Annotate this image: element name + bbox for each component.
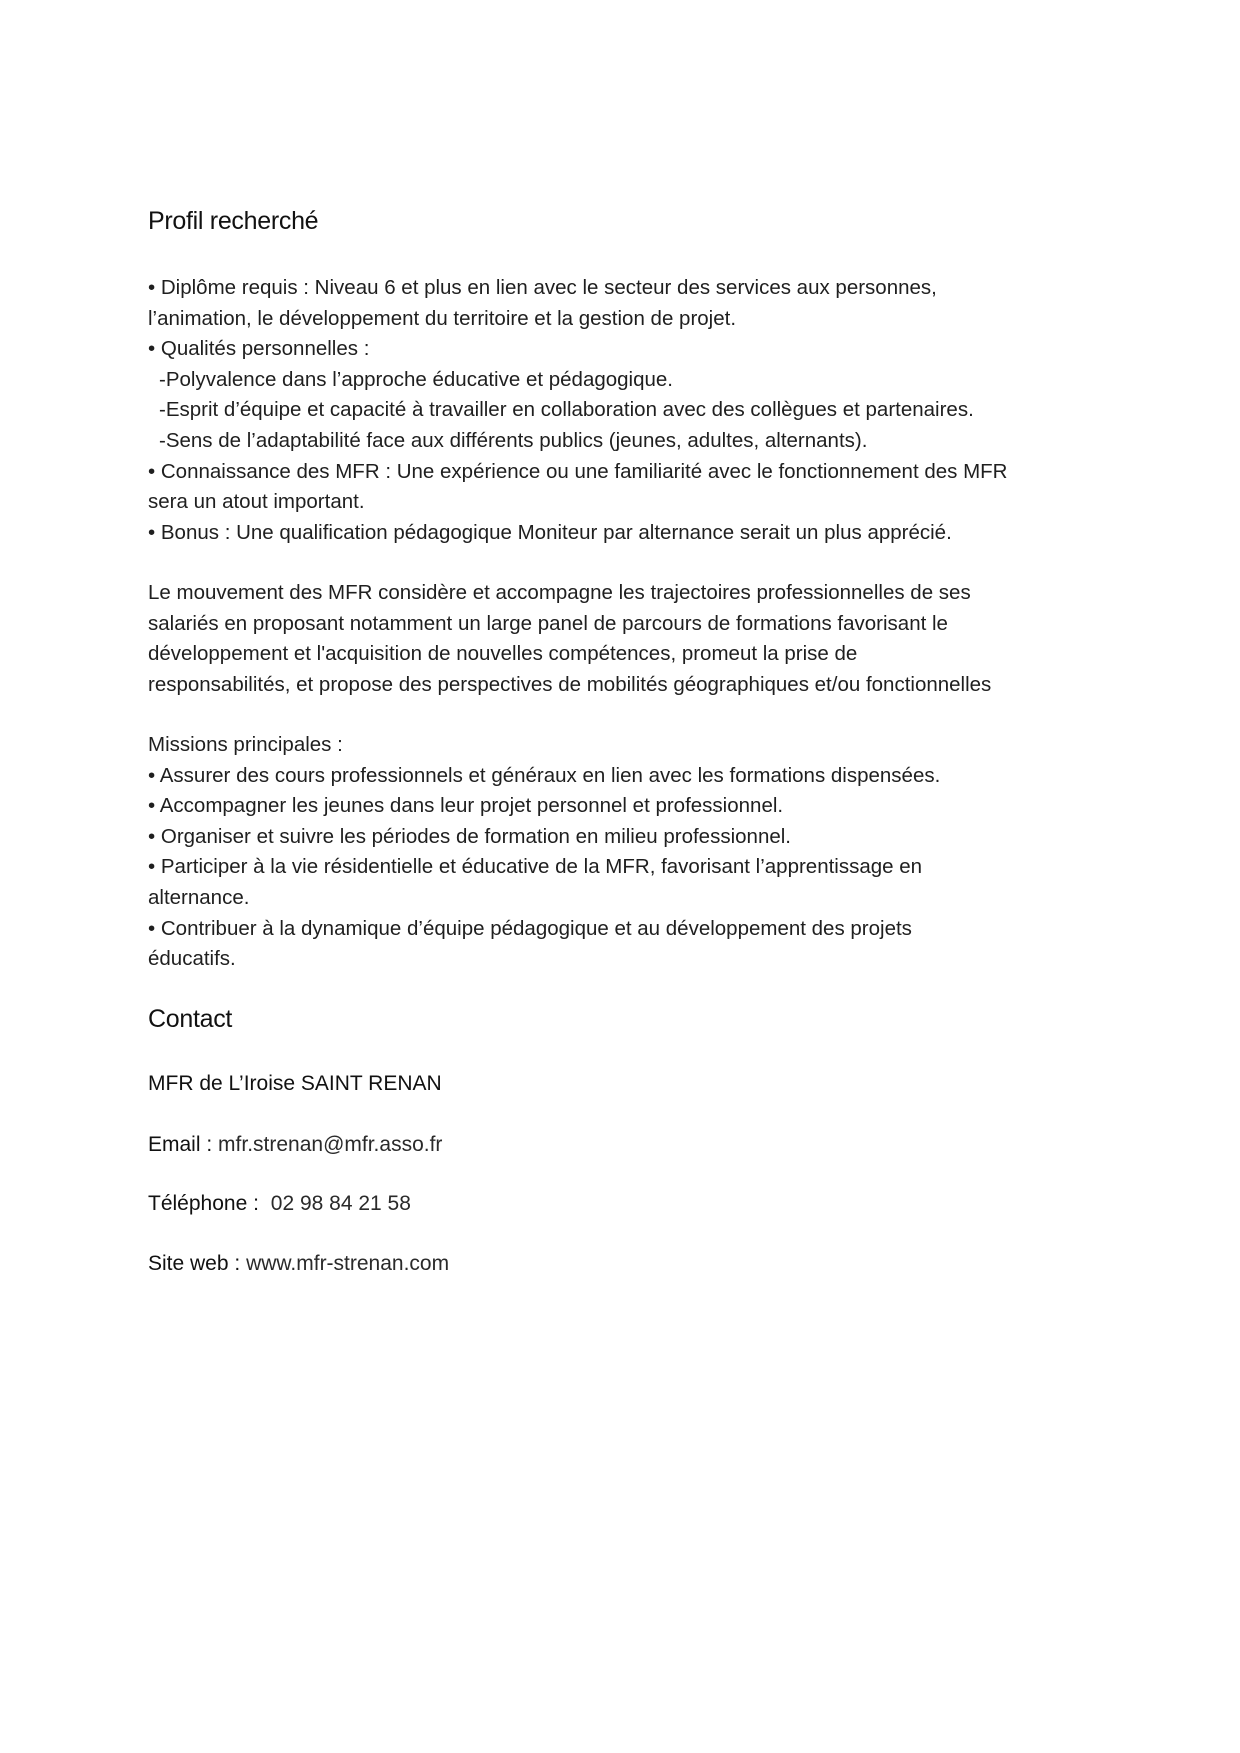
- profile-line: -Sens de l’adaptabilité face aux différents publics (jeunes, adultes, alternants).: [159, 428, 868, 452]
- phone-value: 02 98 84 21 58: [270, 1192, 411, 1215]
- missions-line: • Accompagner les jeunes dans leur projet personnel et professionnel.: [148, 794, 784, 818]
- organization-name: MFR de L’Iroise SAINT RENAN: [148, 1072, 442, 1095]
- profile-line: -Polyvalence dans l’approche éducative et pédagogique.: [159, 367, 674, 391]
- profile-line: • Diplôme requis : Niveau 6 et plus en lien avec le secteur des services aux personnes,: [148, 276, 937, 299]
- website-row: [148, 1252, 449, 1276]
- missions-line: • Participer à la vie résidentielle et éducative de la MFR, favorisant l’apprentissage en: [148, 855, 923, 879]
- missions-line: alternance.: [148, 885, 250, 909]
- profile-line: • Connaissance des MFR : Une expérience ou une familiarité avec le fonctionnement des MFR: [148, 459, 1008, 483]
- email-row: [148, 1133, 442, 1157]
- profile-line: l’animation, le développement du territoire et la gestion de projet.: [148, 306, 737, 330]
- missions-line: • Assurer des cours professionnels et généraux en lien avec les formations dispensées.: [148, 763, 941, 787]
- movement-line: responsabilités, et propose des perspectives de mobilités géographiques et/ou fonctionnelles: [148, 672, 992, 696]
- contact-heading: Contact: [148, 1005, 233, 1033]
- movement-line: développement et l'acquisition de nouvelles compétences, promeut la prise de: [148, 642, 858, 666]
- website-link[interactable]: www.mfr-strenan.com: [246, 1252, 450, 1275]
- email-label: Email :: [148, 1133, 213, 1156]
- profile-line: • Qualités personnelles :: [148, 337, 370, 361]
- missions-line: Missions principales :: [148, 733, 343, 756]
- movement-line: Le mouvement des MFR considère et accompagne les trajectoires professionnelles de ses: [148, 581, 971, 604]
- missions-line: • Contribuer à la dynamique d’équipe pédagogique et au développement des projets: [148, 916, 912, 940]
- missions-line: éducatifs.: [148, 947, 236, 971]
- phone-label: Téléphone :: [148, 1192, 259, 1215]
- missions-line: • Organiser et suivre les périodes de formation en milieu professionnel.: [148, 824, 791, 848]
- profile-line: -Esprit d’équipe et capacité à travailler en collaboration avec des collègues et partenaires.: [159, 398, 974, 422]
- profile-heading: Profil recherché: [148, 207, 319, 235]
- document-page: [148, 0, 1108, 1753]
- movement-line: salariés en proposant notamment un large panel de parcours de formations favorisant le: [148, 611, 948, 635]
- profile-line: • Bonus : Une qualification pédagogique Moniteur par alternance serait un plus apprécié.: [148, 520, 952, 544]
- movement-paragraph: [148, 578, 1108, 700]
- phone-row: [148, 1192, 411, 1216]
- website-label: Site web :: [148, 1252, 241, 1275]
- email-link[interactable]: mfr.strenan@mfr.asso.fr: [218, 1133, 443, 1156]
- missions-section: [148, 730, 1108, 975]
- profile-line: sera un atout important.: [148, 490, 365, 514]
- profile-section: [148, 273, 1108, 548]
